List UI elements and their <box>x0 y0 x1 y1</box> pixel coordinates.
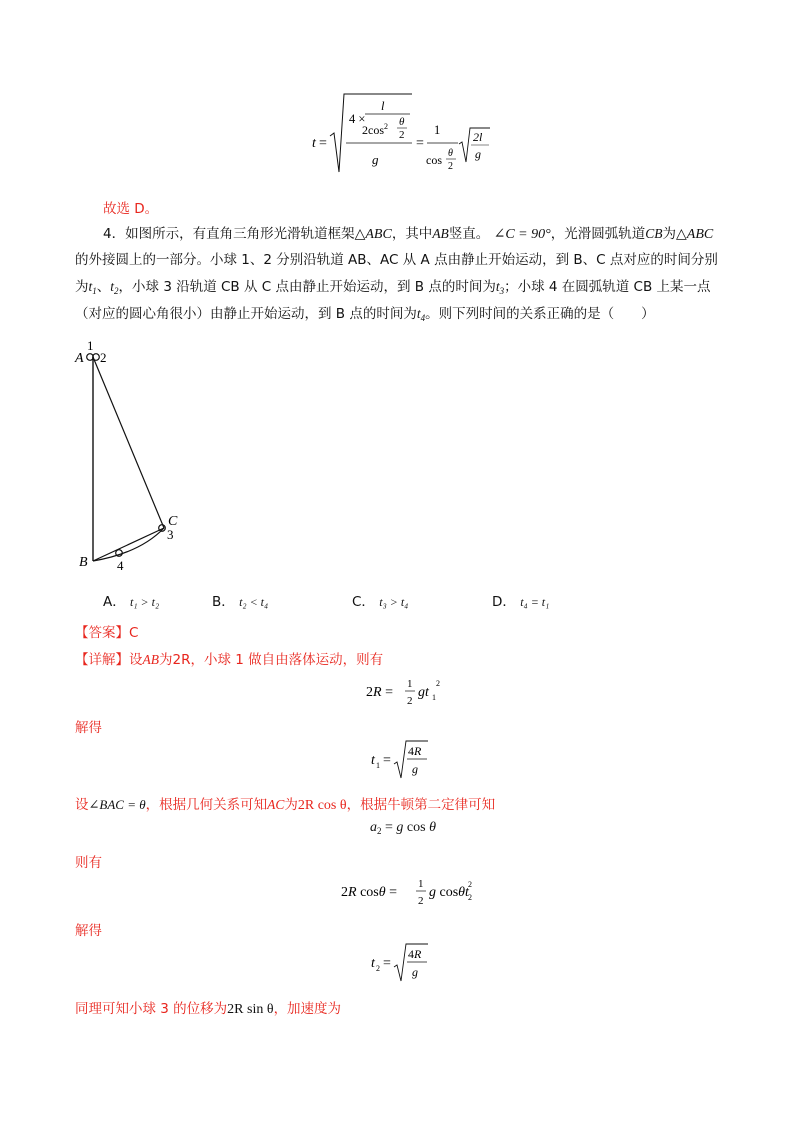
eq2-num: 4R <box>408 744 422 758</box>
eq-top-inner-num: l <box>381 99 385 113</box>
eq1-sub: 1 <box>432 693 436 702</box>
top-equation-svg <box>300 92 520 187</box>
equation-1-svg <box>360 672 470 712</box>
equation-2-svg <box>368 738 448 780</box>
eq2-sub: 1 <box>376 761 380 770</box>
d-text: 设 <box>129 652 143 668</box>
q-text: 。则下列时间的关系正确的是（ ） <box>425 306 655 322</box>
theta-num: θ <box>399 116 405 128</box>
d-ab: AB <box>142 652 159 667</box>
eq5-den: g <box>412 965 418 979</box>
option-c-letter: C． <box>352 594 375 610</box>
eq-top-rhs-sqrt-num: 2l <box>473 130 483 144</box>
equation-3: $a_2 = g$ cos θ <box>370 820 436 836</box>
eq-top-inner-den: $2\cos^2$ <box>362 122 388 137</box>
label-b: B <box>79 555 88 570</box>
option-c[interactable] <box>352 590 408 610</box>
question-number: 4． <box>103 226 126 242</box>
eq1-half-den: 2 <box>407 695 413 707</box>
q-text: 、 <box>96 279 111 295</box>
t1-inline: $t_1$ <box>88 279 97 296</box>
t3-inline: $t_3$ <box>495 279 505 296</box>
d-ac: AC <box>267 797 285 812</box>
eq4-lhs: 2R cosθ = <box>341 885 398 900</box>
question-line-2: 的外接圆上的一部分。小球 1、2 分别沿轨道 AB、AC 从 A 点由静止开始运动，到 B、C 点对应的时间分别 <box>75 252 718 268</box>
eq1-lhs: 2R = <box>366 685 393 700</box>
option-d[interactable] <box>492 590 549 610</box>
option-d-letter: D． <box>492 594 516 610</box>
eq1-half-num: 1 <box>407 678 413 690</box>
eq-top-rhs-num: 1 <box>434 123 441 137</box>
question-line-1 <box>103 222 713 243</box>
detail-line-3 <box>75 793 495 814</box>
figure-triangle <box>70 338 210 578</box>
t4-inline: $t_4$ <box>416 306 426 323</box>
track-cb-chord <box>93 528 164 561</box>
label-ball-1: 1 <box>87 338 94 353</box>
eq5-t: t <box>371 956 375 971</box>
equation-4 <box>338 872 478 912</box>
q-text: ，其中 <box>391 226 433 242</box>
q-text: 为 <box>662 226 676 242</box>
eq-top-equals: = <box>319 136 327 151</box>
option-a-expr: t₁ > t₂ <box>130 595 160 609</box>
label-ball-4: 4 <box>117 558 124 573</box>
eq4-half-den: 2 <box>418 895 424 907</box>
option-c-expr: t₃ > t₄ <box>379 595 409 609</box>
detail-tag: 【详解】 <box>75 652 129 668</box>
eq1-gt: gt <box>418 685 429 700</box>
figure-svg <box>70 338 210 578</box>
eq-top-rhs-sqrt-den: g <box>475 147 481 161</box>
d-text: ，根据几何关系可知 <box>145 797 268 813</box>
answer-line <box>75 621 138 641</box>
label-ball-2: 2 <box>100 350 107 365</box>
q-text: ，光滑圆弧轨道 <box>550 226 646 242</box>
answer-value: C <box>129 625 139 641</box>
option-b[interactable] <box>212 590 268 610</box>
q-text: 竖直。 <box>448 226 490 242</box>
t2-inline: $t_2$ <box>110 279 119 296</box>
q-text: 为 <box>75 279 89 295</box>
d-text: ，根据牛顿第二定律可知 <box>346 797 496 813</box>
previous-answer: 故选 D。 <box>103 201 159 217</box>
eq-top-den: g <box>372 152 379 167</box>
eq5-eq: = <box>383 956 391 971</box>
option-d-expr: t₄ = t₁ <box>520 595 550 609</box>
answer-tag: 【答案】 <box>75 625 129 641</box>
d-text: 同理可知小球 3 的位移为 <box>75 1001 228 1017</box>
equation-4-svg <box>338 872 478 912</box>
d-2r: 2R <box>172 652 191 668</box>
eq-top-lhs: t <box>312 136 316 151</box>
equation-1 <box>360 672 470 712</box>
d-text: ，加速度为 <box>273 1001 342 1017</box>
eq2-t: t <box>371 753 375 768</box>
rhs-half-den: 2 <box>448 161 453 172</box>
theta-half-den: 2 <box>399 129 405 141</box>
eq5-num: 4R <box>408 947 422 961</box>
detail-last-line <box>75 997 341 1018</box>
track-ac <box>93 357 164 528</box>
rhs-cos: cos <box>426 153 442 167</box>
question-line-4 <box>75 302 655 323</box>
d-expr: 2R cos θ <box>297 798 347 813</box>
eq-top-frac-num: 4 × <box>349 112 366 126</box>
q-cb: CB <box>645 226 663 241</box>
option-b-letter: B． <box>212 594 235 610</box>
q-triangle-2: △ABC <box>676 227 714 242</box>
q-text: （对应的圆心角很小）由静止开始运动，到 B 点的时间为 <box>75 306 417 322</box>
solve-line-2: 解得 <box>75 923 102 939</box>
option-b-expr: t₂ < t₄ <box>239 595 269 609</box>
label-c: C <box>168 514 178 529</box>
q-text: 如图所示，有直角三角形光滑轨道框架 <box>125 226 355 242</box>
d-expr-sin: 2R sin θ <box>227 1002 274 1017</box>
eq2-den: g <box>412 762 418 776</box>
detail-line-1 <box>75 648 383 668</box>
q-text: ；小球 4 在圆弧轨道 CB 上某一点 <box>504 279 711 295</box>
d-text: ，小球 1 做自由落体运动，则有 <box>190 652 384 668</box>
q-triangle: △ABC <box>354 227 392 242</box>
eq4-sub: 2 <box>468 893 472 902</box>
d-text: 为 <box>159 652 173 668</box>
rhs-theta: θ <box>448 148 453 159</box>
equation-5 <box>368 941 448 983</box>
equation-2 <box>368 738 448 780</box>
d-text: 设 <box>75 797 89 813</box>
d-text: 为 <box>284 797 298 813</box>
solve-line-1: 解得 <box>75 720 102 736</box>
question-line-3 <box>75 275 711 296</box>
d-angle: ∠BAC = θ <box>88 797 146 812</box>
q-angle: ∠C = 90° <box>493 227 551 242</box>
eq4-sup: 2 <box>468 880 472 889</box>
label-a: A <box>75 351 84 366</box>
equation-5-svg <box>368 941 448 983</box>
eq-top-equals2: = <box>416 136 424 151</box>
label-ball-3: 3 <box>167 527 174 542</box>
q-text: ，小球 3 沿轨道 CB 从 C 点由静止开始运动，到 B 点的时间为 <box>118 279 496 295</box>
eq1-sup: 2 <box>436 679 440 688</box>
then-line: 则有 <box>75 855 102 871</box>
top-equation <box>300 92 520 187</box>
eq5-sub: 2 <box>376 964 380 973</box>
option-a-letter: A． <box>103 594 126 610</box>
option-a[interactable] <box>103 590 159 610</box>
q-ab: AB <box>432 226 449 241</box>
eq2-eq: = <box>383 753 391 768</box>
eq4-half-num: 1 <box>418 878 424 890</box>
eq4-rhs: g cosθt <box>429 885 469 900</box>
